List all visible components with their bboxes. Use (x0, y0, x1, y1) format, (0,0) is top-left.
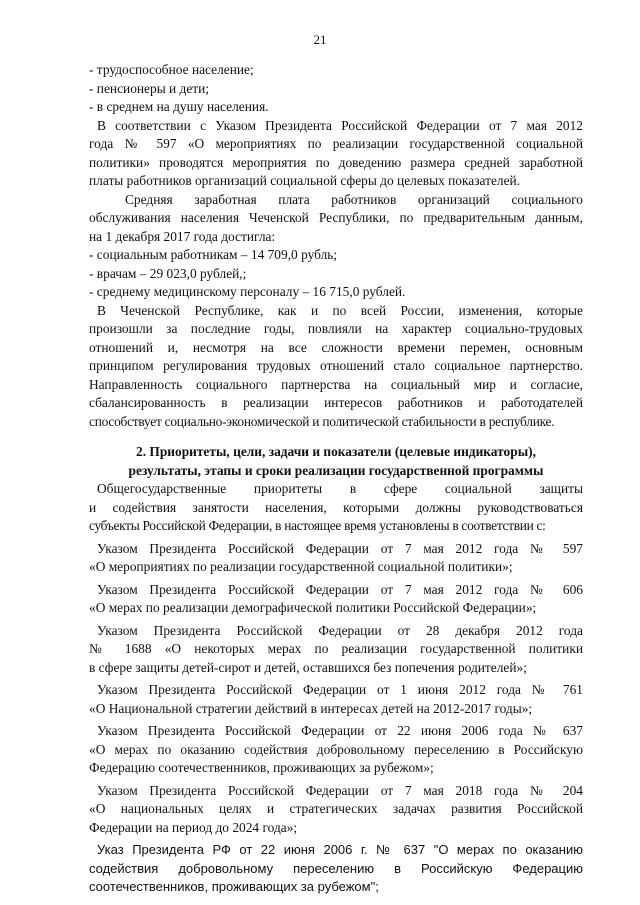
paragraph-line: платы работников организаций социальной сферы до целевых показателей. (89, 173, 521, 188)
paragraph-line: Федерацию соотечественников, проживающих за рубежом»; (89, 760, 434, 775)
paragraph-line: Указом Президента Российской Федерации от 7 мая 2012 года № 597 (97, 540, 583, 556)
paragraph-line: отношений и, несмотря на все сложности времени перемен, основным (89, 339, 583, 355)
paragraph-line: принципом регулирования трудовых отношений стало социальное партнерство. (89, 358, 583, 373)
list-item: - врачам – 29 023,0 рублей,; (89, 265, 247, 281)
paragraph-line: Указом Президента Российской Федерации от 28 декабря 2012 года (97, 622, 583, 638)
paragraph-line: в сфере защиты детей-сирот и детей, оставшихся без попечения родителей»; (89, 659, 527, 675)
document-body (89, 61, 583, 897)
list-item: - социальным работникам – 14 709,0 рубль; (89, 247, 338, 262)
paragraph-line: Средняя заработная плата работников организаций социального (125, 191, 583, 207)
paragraph-line: Указом Президента Российской Федерации от 1 июня 2012 года № 761 (97, 682, 583, 697)
paragraph-line: произошли за последние годы, повлияли на характер социально-трудовых (89, 321, 583, 336)
list-item: - среднему медицинскому персоналу – 16 715,0 рублей. (89, 284, 406, 299)
paragraph-line: Указом Президента Российской Федерации от 7 мая 2012 года № 606 (97, 581, 583, 597)
paragraph-line: способствует социально-экономической и политической стабильности в республике. (89, 413, 555, 429)
section-heading: 2. Приоритеты, цели, задачи и показатели (целевые индикаторы), (136, 444, 536, 459)
paragraph-line: и содействия занятости населения, которыми должны руководствоваться (89, 499, 583, 515)
paragraph-line: «О Национальной стратегии действий в интересах детей на 2012-2017 годы»; (89, 700, 533, 716)
paragraph-line: Указом Президента Российской Федерации от 7 мая 2018 года № 204 (97, 782, 583, 798)
paragraph-line: № 1688 «О некоторых мерах по реализации государственной политики (89, 641, 583, 656)
paragraph-line: соотечественников, проживающих за рубежом"; (89, 879, 379, 894)
paragraph-line: «О мерах по реализации демографической политики Российской Федерации»; (89, 600, 537, 615)
paragraph-line: Указом Президента Российской Федерации от 22 июня 2006 года № 637 (97, 723, 583, 738)
paragraph-line: года № 597 «О мероприятиях по реализации государственной социальной (89, 136, 583, 151)
paragraph-line: субъекты Российской Федерации, в настоящее время установлены в соответствии с: (89, 518, 546, 533)
list-item: - пенсионеры и дети; (89, 80, 210, 96)
list-item: - трудоспособное население; (89, 62, 254, 77)
paragraph-line: обслуживания населения Чеченской Республики, по предварительным данным, (89, 210, 583, 225)
paragraph-line: Федерации на период до 2024 года»; (89, 819, 298, 835)
paragraph-line: сбалансированность в реализации интересов работников и работодателей (89, 395, 583, 410)
section-heading: результаты, этапы и сроки реализации государственной программы (128, 462, 544, 478)
page-number: 21 (313, 32, 327, 47)
paragraph-line: содействия добровольному переселению в Российскую Федерацию (89, 860, 583, 876)
paragraph-line: политики» проводятся мероприятия по доведению размера средней заработной (89, 154, 583, 170)
paragraph-line: «О национальных целях и стратегических задачах развития Российской (89, 801, 583, 816)
list-item: - в среднем на душу населения. (89, 99, 269, 114)
paragraph-line: «О мерах по оказанию содействия добровольному переселению в Российскую (89, 741, 583, 757)
paragraph-line: Общегосударственные приоритеты в сфере социальной защиты (97, 481, 583, 496)
paragraph-line: «О мероприятиях по реализации государственной социальной политики»; (89, 559, 513, 574)
paragraph-line: В Чеченской Республике, как и по всей России, изменения, которые (97, 302, 583, 318)
paragraph-line: на 1 декабря 2017 года достигла: (89, 228, 276, 244)
paragraph-line: Направленность социального партнерства на социальный мир и согласие, (89, 376, 583, 392)
paragraph-line: В соответствии с Указом Президента Российской Федерации от 7 мая 2012 (97, 117, 583, 133)
paragraph-line: Указ Президента РФ от 22 июня 2006 г. № 637 "О мерах по оказанию (97, 842, 583, 857)
